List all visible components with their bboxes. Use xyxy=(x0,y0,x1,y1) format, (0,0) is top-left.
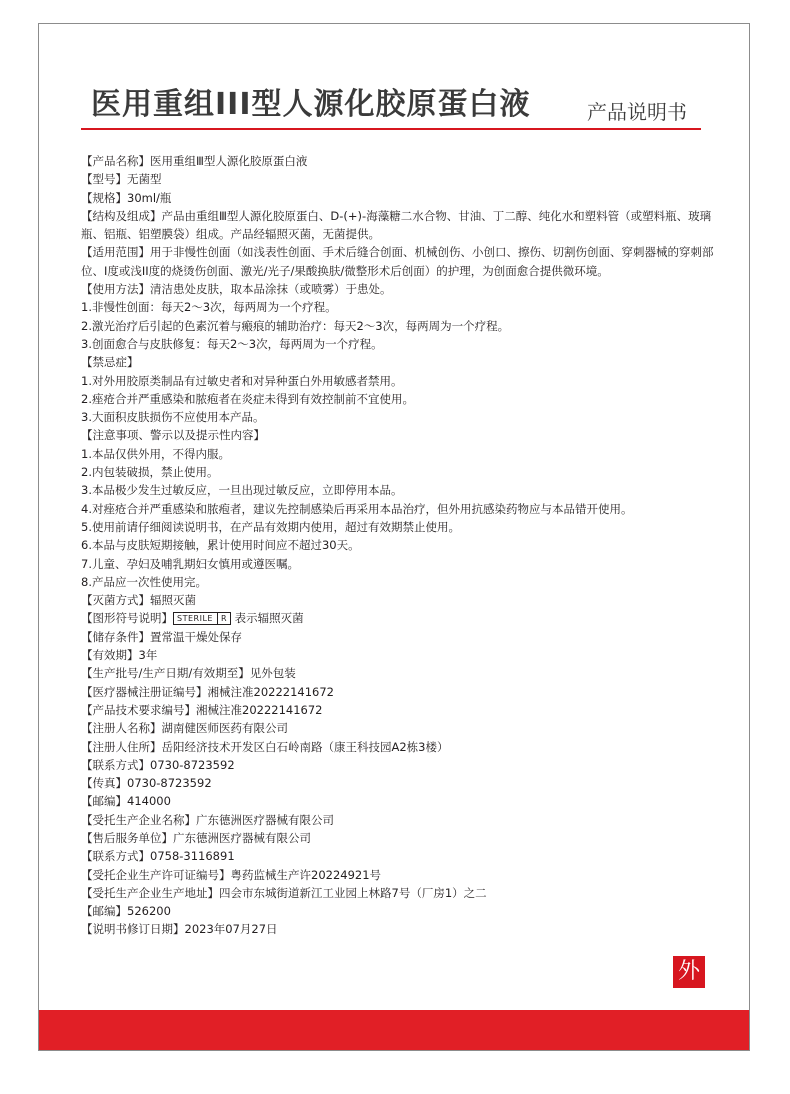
text-line: 【售后服务单位】广东德洲医疗器械有限公司 xyxy=(81,830,311,845)
text-line: 【受托生产企业名称】广东德洲医疗器械有限公司 xyxy=(81,812,334,827)
text-line: 【联系方式】0730-8723592 xyxy=(81,757,235,772)
title-divider xyxy=(81,128,701,130)
footer-red-band xyxy=(39,1010,749,1050)
product-title: 医用重组III型人源化胶原蛋白液 xyxy=(91,87,531,122)
text-line: 【注意事项、警示以及提示性内容】 xyxy=(81,428,265,443)
text-line: 【注册人住所】岳阳经济技术开发区白石岭南路（康王科技园A2栋3楼） xyxy=(81,739,449,754)
text-line: 1.非慢性创面：每天2～3次，每两周为一个疗程。 xyxy=(81,300,337,315)
text-line: 【产品名称】医用重组Ⅲ型人源化胶原蛋白液 xyxy=(81,154,308,168)
text-line: 【储存条件】置常温干燥处保存 xyxy=(81,629,242,644)
text-line: 【邮编】526200 xyxy=(81,904,171,919)
text-line: 3.大面积皮肤损伤不应使用本产品。 xyxy=(81,410,265,425)
text-line: 7.儿童、孕妇及哺乳期妇女慎用或遵医嘱。 xyxy=(81,556,299,571)
text-line: 3.本品极少发生过敏反应，一旦出现过敏反应，立即停用本品。 xyxy=(81,483,403,498)
text-line: 【使用方法】清洁患处皮肤，取本品涂抹（或喷雾）于患处。 xyxy=(81,282,392,297)
text-line: 【联系方式】0758-3116891 xyxy=(81,849,235,864)
text-line: 1.本品仅供外用，不得内服。 xyxy=(81,446,230,461)
text-line: 【受托企业生产许可证编号】粤药监械生产许20224921号 xyxy=(81,867,382,882)
text-line: 【受托生产企业生产地址】四会市东城街道新江工业园上林路7号（厂房1）之二 xyxy=(81,885,487,900)
text-line: 【邮编】414000 xyxy=(81,794,171,809)
text-line: 【禁忌症】 xyxy=(81,355,139,370)
sterile-symbol-text: STERILE xyxy=(177,614,213,624)
text-line: 【结构及组成】产品由重组Ⅲ型人源化胶原蛋白、D-(+)-海藻糖二水合物、甘油、丁二醇、纯化水和塑料管（或塑料瓶、玻璃瓶、铝瓶、铝塑膜袋）组成。产品经辐照灭菌，无菌提供。 xyxy=(81,208,712,242)
external-use-badge: 外 xyxy=(673,956,705,988)
text-line: 【产品技术要求编号】湘械注准20222141672 xyxy=(81,702,323,717)
text-line: 5.使用前请仔细阅读说明书，在产品有效期内使用，超过有效期禁止使用。 xyxy=(81,519,460,534)
text-line: 4.对痤疮合并严重感染和脓疱者，建议先控制感染后再采用本品治疗，但外用抗感染药物应与本品错开使用。 xyxy=(81,501,633,516)
text-line: 【传真】0730-8723592 xyxy=(81,776,212,791)
manual-subtitle: 产品说明书 xyxy=(587,100,687,124)
text-line: 【注册人名称】湖南健医师医药有限公司 xyxy=(81,721,288,736)
text-line: 2.痤疮合并严重感染和脓疱者在炎症未得到有效控制前不宜使用。 xyxy=(81,391,414,406)
text-line: 2.内包装破损，禁止使用。 xyxy=(81,465,219,480)
sterile-symbol-suffix: R xyxy=(217,613,227,624)
text-line: 6.本品与皮肤短期接触，累计使用时间应不超过30天。 xyxy=(81,538,360,553)
symbol-label: 【图形符号说明】 xyxy=(81,611,173,626)
text-line: 2.激光治疗后引起的色素沉着与瘢痕的辅助治疗：每天2～3次，每两周为一个疗程。 xyxy=(81,318,510,333)
sterile-r-symbol xyxy=(173,612,231,625)
symbol-line xyxy=(81,609,717,627)
text-line: 3.创面愈合与皮肤修复：每天2～3次，每两周为一个疗程。 xyxy=(81,336,383,351)
text-line: 【型号】无菌型 xyxy=(81,172,162,187)
instruction-sheet xyxy=(38,23,750,1051)
text-line: 【医疗器械注册证编号】湘械注准20222141672 xyxy=(81,684,334,699)
manual-body xyxy=(81,152,717,939)
text-line: 【适用范围】用于非慢性创面（如浅表性创面、手术后缝合创面、机械创伤、小创口、擦伤、切割伤创面、穿刺器械的穿刺部位、I度或浅II度的烧烫伤创面、激光/光子/果酸换肤/微整形术后创面）的护理，为创面愈合提供微环境。 xyxy=(81,245,714,278)
text-line: 【灭菌方式】辐照灭菌 xyxy=(81,593,196,608)
text-line: 【规格】30ml/瓶 xyxy=(81,190,172,205)
text-line: 【生产批号/生产日期/有效期至】见外包装 xyxy=(81,666,296,681)
text-line: 【有效期】3年 xyxy=(81,648,158,663)
text-line: 8.产品应一次性使用完。 xyxy=(81,574,207,589)
text-line: 【说明书修订日期】2023年07月27日 xyxy=(81,922,278,937)
text-line: 1.对外用胶原类制品有过敏史者和对异种蛋白外用敏感者禁用。 xyxy=(81,373,403,388)
symbol-description: 表示辐照灭菌 xyxy=(234,611,304,626)
